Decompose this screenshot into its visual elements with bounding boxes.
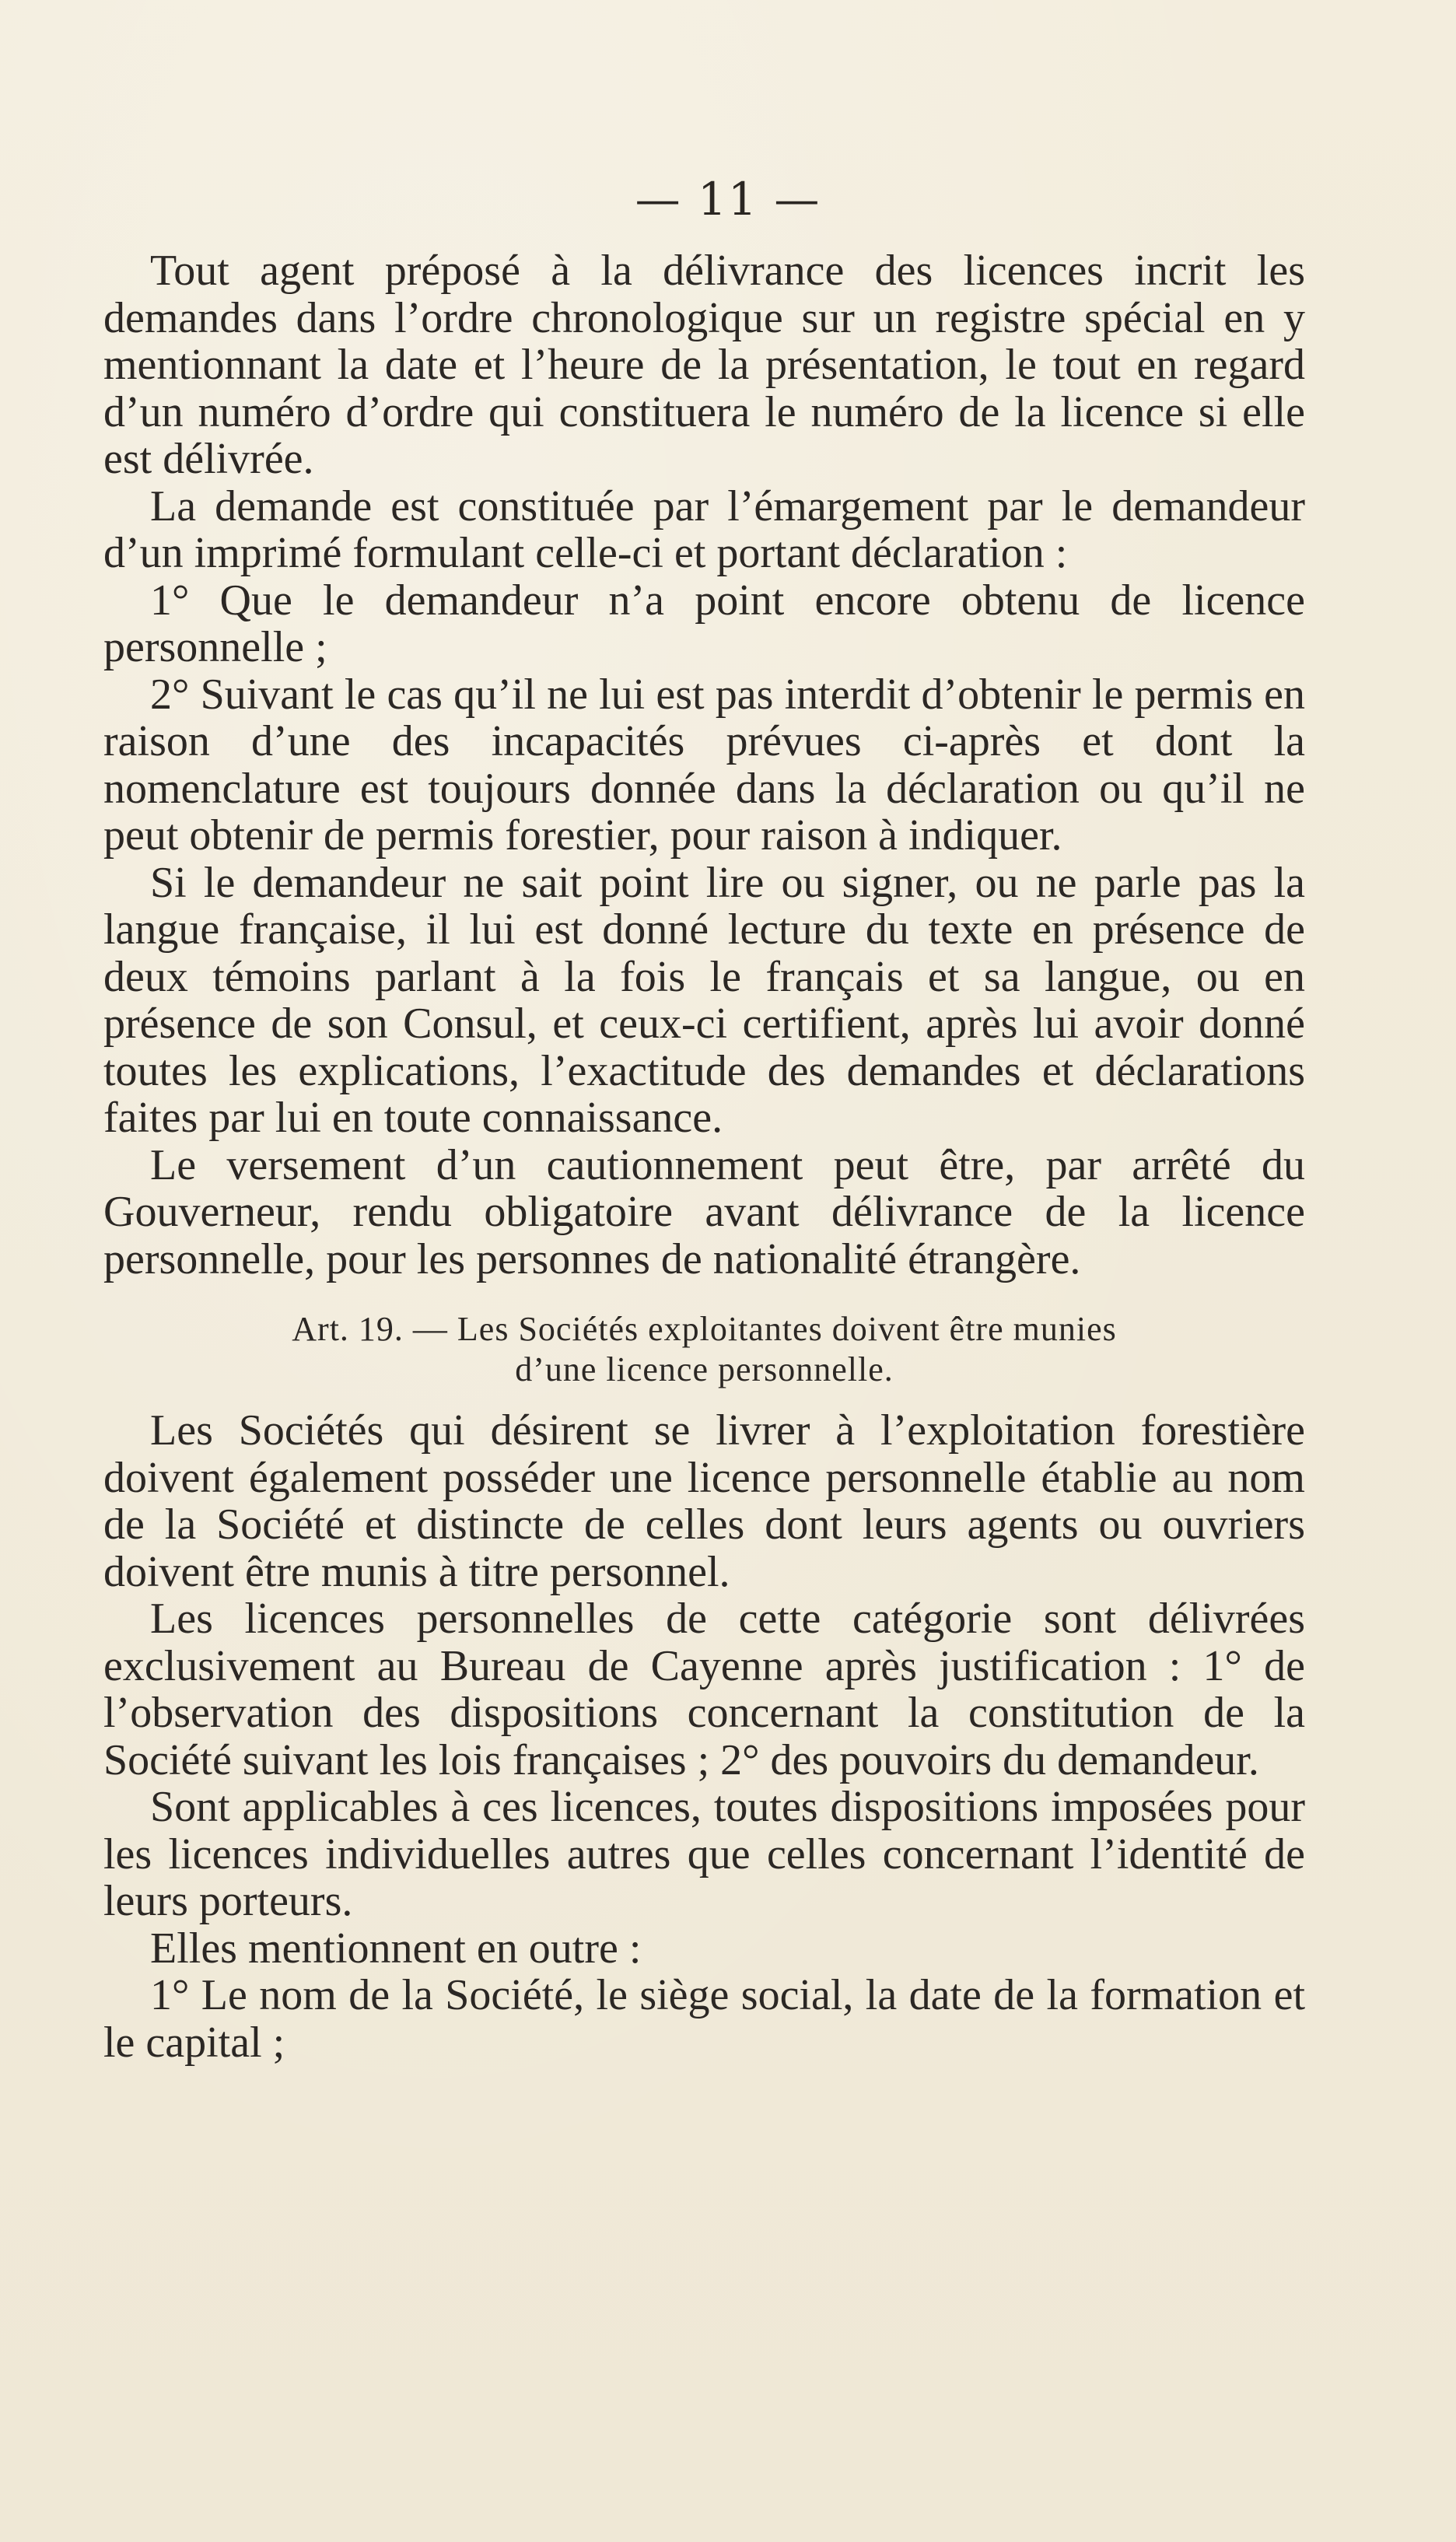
paragraph-applicable-provisions: Sont applicables à ces licences, toutes dispositions imposées pour les licences individuelles autres que celles concernant l’identité de leurs porteurs. — [103, 1783, 1305, 1925]
paragraph-agent-register: Tout agent préposé à la délivrance des licences incrit les demandes dans l’ordre chronologique sur un registre spécial en y mentionnant la date et l’heure de la présentation, le tout en regard d’un numéro d’ordre qui constituera le numéro de la licence si elle est délivrée. — [103, 247, 1305, 483]
paragraph-mention-item-1: 1° Le nom de la Société, le siège social, la date de la formation et le capital ; — [103, 1971, 1305, 2067]
paragraph-they-mention: Elles mentionnent en outre : — [150, 1924, 642, 1973]
body-text — [103, 247, 1305, 2066]
paragraph-item-2: 2° Suivant le cas qu’il ne lui est pas interdit d’obtenir le permis en raison d’une des incapacités prévues ci-après et dont la nomenclature est toujours donnée dans la déclaration ou qu’il ne peut obtenir de permis forestier, pour raison à indiquer. — [103, 670, 1305, 860]
page-number: — 11 — — [635, 173, 821, 226]
article-heading-line-1: Art. 19. — Les Sociétés exploitantes doivent être munies — [292, 1310, 1117, 1348]
paragraph-demand-declaration: La demande est constituée par l’émargement par le demandeur d’un imprimé formulant celle-ci et portant déclaration : — [103, 481, 1305, 577]
article-heading-line-2: d’une licence personnelle. — [515, 1350, 894, 1388]
paragraph-deposit: Le versement d’un cautionnement peut être, par arrêté du Gouverneur, rendu obligatoire avant délivrance de la licence personnelle, pour les personnes de nationalité étrangère. — [103, 1140, 1305, 1283]
paragraph-item-1: 1° Que le demandeur n’a point encore obtenu de licence personnelle ; — [103, 576, 1305, 671]
paragraph-companies: Les Sociétés qui désirent se livrer à l’exploitation forestière doivent également posséder une licence personnelle établie au nom de la Société et distincte de celles dont leurs agents ou ouvriers doivent être munis à titre personnel. — [103, 1406, 1305, 1596]
paragraph-licences-cayenne: Les licences personnelles de cette catégorie sont délivrées exclusivement au Bureau de Cayenne après justification : 1° de l’observation des dispositions concernant la constitution de la Société suivant les lois françaises ; 2° des pouvoirs du demandeur. — [103, 1595, 1305, 1784]
paragraph-illiterate-applicant: Si le demandeur ne sait point lire ou signer, ou ne parle pas la langue française, il lui est donné lecture du texte en présence de deux témoins parlant à la fois le français et sa langue, ou en présence de son Consul, et ceux-ci certifient, après lui avoir donné toutes les explications, l’exactitude des demandes et déclarations faites par lui en toute connaissance. — [103, 858, 1305, 1142]
article-heading — [103, 1309, 1305, 1390]
